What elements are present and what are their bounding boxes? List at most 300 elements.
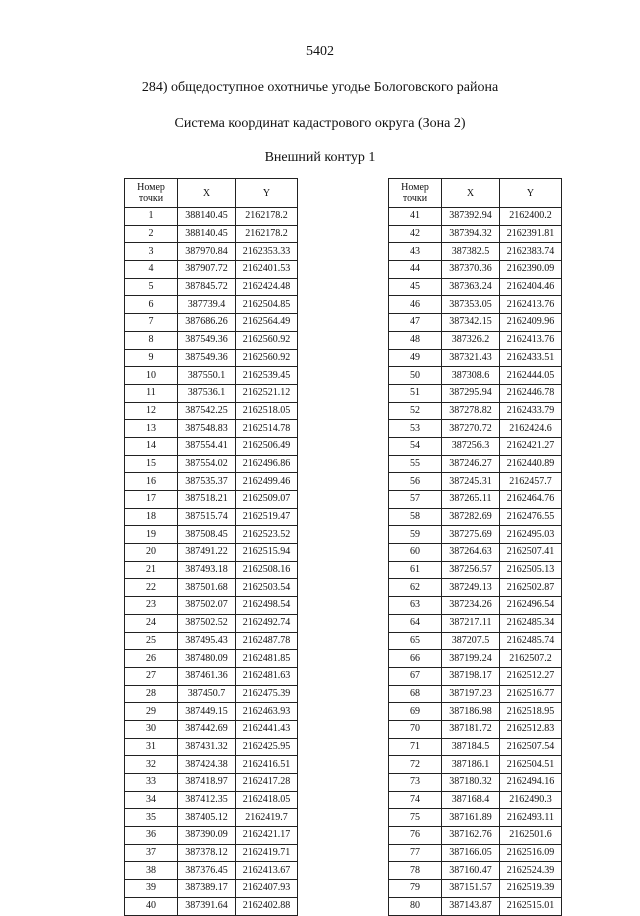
x-coordinate-cell: 387278.82: [442, 402, 500, 420]
table-row: [389, 897, 562, 915]
table-row: [125, 756, 298, 774]
x-coordinate-cell: 387256.3: [442, 437, 500, 455]
table-row: [125, 278, 298, 296]
y-coordinate-cell: 2162178.2: [236, 208, 298, 226]
y-coordinate-cell: 2162433.51: [500, 349, 562, 367]
x-coordinate-cell: 387549.36: [178, 349, 236, 367]
table-row: [125, 402, 298, 420]
x-coordinate-cell: 387845.72: [178, 278, 236, 296]
y-coordinate-cell: 2162496.54: [500, 597, 562, 615]
x-coordinate-cell: 387493.18: [178, 561, 236, 579]
x-coordinate-cell: 387418.97: [178, 774, 236, 792]
point-number-cell: 8: [125, 331, 178, 349]
y-coordinate-cell: 2162521.12: [236, 384, 298, 402]
point-number-cell: 77: [389, 844, 442, 862]
table-row: [125, 437, 298, 455]
y-coordinate-cell: 2162424.48: [236, 278, 298, 296]
y-coordinate-cell: 2162424.6: [500, 420, 562, 438]
y-coordinate-cell: 2162539.45: [236, 367, 298, 385]
x-coordinate-cell: 387275.69: [442, 526, 500, 544]
table-row: [389, 809, 562, 827]
point-number-cell: 63: [389, 597, 442, 615]
point-number-cell: 65: [389, 632, 442, 650]
table-row: [389, 862, 562, 880]
point-number-cell: 15: [125, 455, 178, 473]
point-number-cell: 1: [125, 208, 178, 226]
contour-title: Внешний контур 1: [264, 150, 376, 165]
table-row: [125, 650, 298, 668]
y-coordinate-cell: 2162391.81: [500, 225, 562, 243]
y-coordinate-cell: 2162516.77: [500, 685, 562, 703]
point-number-cell: 79: [389, 880, 442, 898]
x-coordinate-cell: 387234.26: [442, 597, 500, 615]
x-coordinate-cell: 387390.09: [178, 827, 236, 845]
x-coordinate-cell: 387246.27: [442, 455, 500, 473]
y-coordinate-cell: 2162404.46: [500, 278, 562, 296]
y-coordinate-cell: 2162524.39: [500, 862, 562, 880]
point-number-cell: 60: [389, 544, 442, 562]
point-number-cell: 14: [125, 437, 178, 455]
table-row: [125, 791, 298, 809]
point-number-cell: 64: [389, 614, 442, 632]
x-coordinate-cell: 387198.17: [442, 667, 500, 685]
table-row: [389, 738, 562, 756]
y-coordinate-cell: 2162433.79: [500, 402, 562, 420]
x-coordinate-cell: 387739.4: [178, 296, 236, 314]
table-row: [125, 897, 298, 915]
point-number-cell: 55: [389, 455, 442, 473]
y-coordinate-cell: 2162506.49: [236, 437, 298, 455]
coordinates-table-right: [388, 178, 562, 916]
x-coordinate-cell: 387282.69: [442, 508, 500, 526]
x-coordinate-cell: 387502.52: [178, 614, 236, 632]
point-number-cell: 2: [125, 225, 178, 243]
y-coordinate-cell: 2162504.51: [500, 756, 562, 774]
table-row: [389, 880, 562, 898]
point-number-cell: 72: [389, 756, 442, 774]
point-number-cell: 13: [125, 420, 178, 438]
y-coordinate-cell: 2162498.54: [236, 597, 298, 615]
header-point-number: [389, 179, 442, 208]
point-number-cell: 32: [125, 756, 178, 774]
x-coordinate-cell: 387535.37: [178, 473, 236, 491]
x-coordinate-cell: 388140.45: [178, 208, 236, 226]
y-coordinate-cell: 2162446.78: [500, 384, 562, 402]
point-number-cell: 34: [125, 791, 178, 809]
y-coordinate-cell: 2162383.74: [500, 243, 562, 261]
point-number-cell: 23: [125, 597, 178, 615]
x-coordinate-cell: 387501.68: [178, 579, 236, 597]
x-coordinate-cell: 387321.43: [442, 349, 500, 367]
x-coordinate-cell: 387370.36: [442, 261, 500, 279]
header-x: X: [442, 179, 500, 208]
point-number-cell: 24: [125, 614, 178, 632]
y-coordinate-cell: 2162413.76: [500, 331, 562, 349]
point-number-cell: 67: [389, 667, 442, 685]
x-coordinate-cell: 387143.87: [442, 897, 500, 915]
table-row: [389, 844, 562, 862]
header-point-number-line2: точки: [138, 193, 164, 204]
point-number-cell: 33: [125, 774, 178, 792]
x-coordinate-cell: 387161.89: [442, 809, 500, 827]
table-row: [389, 208, 562, 226]
table-row: [389, 667, 562, 685]
point-number-cell: 6: [125, 296, 178, 314]
x-coordinate-cell: 387217.11: [442, 614, 500, 632]
y-coordinate-cell: 2162416.51: [236, 756, 298, 774]
table-row: [125, 349, 298, 367]
point-number-cell: 29: [125, 703, 178, 721]
point-number-cell: 68: [389, 685, 442, 703]
x-coordinate-cell: 387382.5: [442, 243, 500, 261]
x-coordinate-cell: 387442.69: [178, 720, 236, 738]
x-coordinate-cell: 388140.45: [178, 225, 236, 243]
y-coordinate-cell: 2162490.3: [500, 791, 562, 809]
table-row: [389, 579, 562, 597]
y-coordinate-cell: 2162502.87: [500, 579, 562, 597]
y-coordinate-cell: 2162440.89: [500, 455, 562, 473]
y-coordinate-cell: 2162492.74: [236, 614, 298, 632]
x-coordinate-cell: 387186.1: [442, 756, 500, 774]
table-row: [389, 791, 562, 809]
x-coordinate-cell: 387536.1: [178, 384, 236, 402]
table-row: [125, 720, 298, 738]
point-number-cell: 62: [389, 579, 442, 597]
point-number-cell: 70: [389, 720, 442, 738]
header-point-number-line2: точки: [402, 193, 428, 204]
table-row: [389, 720, 562, 738]
table-row: [125, 880, 298, 898]
header-point-number: [125, 179, 178, 208]
table-row: [125, 597, 298, 615]
x-coordinate-cell: 387389.17: [178, 880, 236, 898]
table-body-right: [389, 208, 562, 916]
table-row: [389, 314, 562, 332]
point-number-cell: 35: [125, 809, 178, 827]
table-row: [125, 491, 298, 509]
point-number-cell: 66: [389, 650, 442, 668]
point-number-cell: 18: [125, 508, 178, 526]
table-row: [125, 614, 298, 632]
y-coordinate-cell: 2162518.95: [500, 703, 562, 721]
x-coordinate-cell: 387548.83: [178, 420, 236, 438]
point-number-cell: 11: [125, 384, 178, 402]
x-coordinate-cell: 387461.36: [178, 667, 236, 685]
table-row: [389, 455, 562, 473]
y-coordinate-cell: 2162407.93: [236, 880, 298, 898]
y-coordinate-cell: 2162507.41: [500, 544, 562, 562]
table-row: [389, 384, 562, 402]
x-coordinate-cell: 387186.98: [442, 703, 500, 721]
x-coordinate-cell: 387308.6: [442, 367, 500, 385]
x-coordinate-cell: 387207.5: [442, 632, 500, 650]
x-coordinate-cell: 387181.72: [442, 720, 500, 738]
header-point-number-line1: Номер: [137, 182, 165, 193]
table-row: [389, 437, 562, 455]
header-y: Y: [500, 179, 562, 208]
table-row: [125, 561, 298, 579]
table-row: [125, 225, 298, 243]
x-coordinate-cell: 387160.47: [442, 862, 500, 880]
point-number-cell: 7: [125, 314, 178, 332]
y-coordinate-cell: 2162425.95: [236, 738, 298, 756]
point-number-cell: 80: [389, 897, 442, 915]
x-coordinate-cell: 387180.32: [442, 774, 500, 792]
y-coordinate-cell: 2162495.03: [500, 526, 562, 544]
table-row: [125, 473, 298, 491]
point-number-cell: 10: [125, 367, 178, 385]
point-number-cell: 31: [125, 738, 178, 756]
point-number-cell: 76: [389, 827, 442, 845]
point-number-cell: 9: [125, 349, 178, 367]
table-row: [125, 774, 298, 792]
x-coordinate-cell: 387491.22: [178, 544, 236, 562]
y-coordinate-cell: 2162505.13: [500, 561, 562, 579]
table-row: [389, 685, 562, 703]
table-row: [389, 756, 562, 774]
point-number-cell: 39: [125, 880, 178, 898]
table-row: [389, 331, 562, 349]
table-row: [125, 314, 298, 332]
point-number-cell: 73: [389, 774, 442, 792]
point-number-cell: 22: [125, 579, 178, 597]
table-row: [389, 561, 562, 579]
point-number-cell: 71: [389, 738, 442, 756]
table-row: [125, 703, 298, 721]
table-header-row: [125, 179, 298, 208]
y-coordinate-cell: 2162402.88: [236, 897, 298, 915]
x-coordinate-cell: 387249.13: [442, 579, 500, 597]
x-coordinate-cell: 387295.94: [442, 384, 500, 402]
table-row: [125, 508, 298, 526]
point-number-cell: 47: [389, 314, 442, 332]
y-coordinate-cell: 2162512.27: [500, 667, 562, 685]
table-row: [389, 261, 562, 279]
x-coordinate-cell: 387970.84: [178, 243, 236, 261]
table-row: [389, 526, 562, 544]
y-coordinate-cell: 2162481.63: [236, 667, 298, 685]
x-coordinate-cell: 387405.12: [178, 809, 236, 827]
y-coordinate-cell: 2162417.28: [236, 774, 298, 792]
y-coordinate-cell: 2162515.01: [500, 897, 562, 915]
table-row: [389, 774, 562, 792]
x-coordinate-cell: 387363.24: [442, 278, 500, 296]
point-number-cell: 12: [125, 402, 178, 420]
y-coordinate-cell: 2162413.67: [236, 862, 298, 880]
point-number-cell: 3: [125, 243, 178, 261]
table-row: [389, 650, 562, 668]
x-coordinate-cell: 387554.41: [178, 437, 236, 455]
x-coordinate-cell: 387424.38: [178, 756, 236, 774]
point-number-cell: 74: [389, 791, 442, 809]
table-row: [389, 827, 562, 845]
point-number-cell: 49: [389, 349, 442, 367]
table-row: [125, 827, 298, 845]
table-row: [389, 420, 562, 438]
y-coordinate-cell: 2162444.05: [500, 367, 562, 385]
x-coordinate-cell: 387907.72: [178, 261, 236, 279]
x-coordinate-cell: 387376.45: [178, 862, 236, 880]
table-row: [125, 738, 298, 756]
point-number-cell: 44: [389, 261, 442, 279]
x-coordinate-cell: 387151.57: [442, 880, 500, 898]
table-body-left: [125, 208, 298, 916]
table-row: [389, 614, 562, 632]
x-coordinate-cell: 387342.15: [442, 314, 500, 332]
x-coordinate-cell: 387549.36: [178, 331, 236, 349]
y-coordinate-cell: 2162493.11: [500, 809, 562, 827]
point-number-cell: 30: [125, 720, 178, 738]
table-row: [125, 526, 298, 544]
table-row: [125, 296, 298, 314]
table-row: [125, 455, 298, 473]
point-number-cell: 25: [125, 632, 178, 650]
table-row: [389, 544, 562, 562]
point-number-cell: 75: [389, 809, 442, 827]
point-number-cell: 36: [125, 827, 178, 845]
y-coordinate-cell: 2162512.83: [500, 720, 562, 738]
x-coordinate-cell: 387495.43: [178, 632, 236, 650]
point-number-cell: 26: [125, 650, 178, 668]
y-coordinate-cell: 2162400.2: [500, 208, 562, 226]
y-coordinate-cell: 2162560.92: [236, 331, 298, 349]
point-number-cell: 54: [389, 437, 442, 455]
x-coordinate-cell: 387353.05: [442, 296, 500, 314]
table-row: [125, 809, 298, 827]
y-coordinate-cell: 2162519.39: [500, 880, 562, 898]
x-coordinate-cell: 387542.25: [178, 402, 236, 420]
y-coordinate-cell: 2162421.17: [236, 827, 298, 845]
point-number-cell: 37: [125, 844, 178, 862]
y-coordinate-cell: 2162463.93: [236, 703, 298, 721]
table-row: [125, 632, 298, 650]
x-coordinate-cell: 387162.76: [442, 827, 500, 845]
y-coordinate-cell: 2162409.96: [500, 314, 562, 332]
point-number-cell: 45: [389, 278, 442, 296]
y-coordinate-cell: 2162504.85: [236, 296, 298, 314]
x-coordinate-cell: 387450.7: [178, 685, 236, 703]
table-row: [389, 491, 562, 509]
y-coordinate-cell: 2162496.86: [236, 455, 298, 473]
x-coordinate-cell: 387166.05: [442, 844, 500, 862]
y-coordinate-cell: 2162475.39: [236, 685, 298, 703]
table-row: [389, 367, 562, 385]
document-heading: 284) общедоступное охотничье угодье Бологовского района: [141, 80, 499, 95]
point-number-cell: 41: [389, 208, 442, 226]
table-row: [389, 703, 562, 721]
y-coordinate-cell: 2162457.7: [500, 473, 562, 491]
table-row: [125, 667, 298, 685]
point-number-cell: 53: [389, 420, 442, 438]
y-coordinate-cell: 2162523.52: [236, 526, 298, 544]
y-coordinate-cell: 2162501.6: [500, 827, 562, 845]
point-number-cell: 46: [389, 296, 442, 314]
y-coordinate-cell: 2162560.92: [236, 349, 298, 367]
header-point-number-line1: Номер: [401, 182, 429, 193]
table-row: [389, 508, 562, 526]
table-row: [389, 597, 562, 615]
y-coordinate-cell: 2162507.54: [500, 738, 562, 756]
x-coordinate-cell: 387480.09: [178, 650, 236, 668]
x-coordinate-cell: 387391.64: [178, 897, 236, 915]
y-coordinate-cell: 2162418.05: [236, 791, 298, 809]
point-number-cell: 43: [389, 243, 442, 261]
point-number-cell: 52: [389, 402, 442, 420]
y-coordinate-cell: 2162515.94: [236, 544, 298, 562]
point-number-cell: 4: [125, 261, 178, 279]
point-number-cell: 42: [389, 225, 442, 243]
x-coordinate-cell: 387197.23: [442, 685, 500, 703]
y-coordinate-cell: 2162464.76: [500, 491, 562, 509]
x-coordinate-cell: 387256.57: [442, 561, 500, 579]
coordinates-table-left: [124, 178, 298, 916]
x-coordinate-cell: 387168.4: [442, 791, 500, 809]
table-row: [125, 367, 298, 385]
y-coordinate-cell: 2162413.76: [500, 296, 562, 314]
table-row: [389, 473, 562, 491]
y-coordinate-cell: 2162476.55: [500, 508, 562, 526]
table-row: [125, 685, 298, 703]
point-number-cell: 61: [389, 561, 442, 579]
y-coordinate-cell: 2162507.2: [500, 650, 562, 668]
x-coordinate-cell: 387412.35: [178, 791, 236, 809]
page-number: 5402: [306, 44, 334, 59]
x-coordinate-cell: 387264.63: [442, 544, 500, 562]
y-coordinate-cell: 2162485.34: [500, 614, 562, 632]
table-row: [125, 208, 298, 226]
y-coordinate-cell: 2162485.74: [500, 632, 562, 650]
y-coordinate-cell: 2162494.16: [500, 774, 562, 792]
point-number-cell: 57: [389, 491, 442, 509]
point-number-cell: 21: [125, 561, 178, 579]
x-coordinate-cell: 387392.94: [442, 208, 500, 226]
table-row: [125, 544, 298, 562]
point-number-cell: 51: [389, 384, 442, 402]
point-number-cell: 69: [389, 703, 442, 721]
table-row: [125, 862, 298, 880]
y-coordinate-cell: 2162503.54: [236, 579, 298, 597]
table-row: [389, 402, 562, 420]
x-coordinate-cell: 387184.5: [442, 738, 500, 756]
table-header-row: [389, 179, 562, 208]
x-coordinate-cell: 387515.74: [178, 508, 236, 526]
x-coordinate-cell: 387394.32: [442, 225, 500, 243]
point-number-cell: 27: [125, 667, 178, 685]
y-coordinate-cell: 2162514.78: [236, 420, 298, 438]
y-coordinate-cell: 2162178.2: [236, 225, 298, 243]
table-row: [389, 243, 562, 261]
x-coordinate-cell: 387326.2: [442, 331, 500, 349]
point-number-cell: 48: [389, 331, 442, 349]
y-coordinate-cell: 2162518.05: [236, 402, 298, 420]
x-coordinate-cell: 387199.24: [442, 650, 500, 668]
table-row: [125, 844, 298, 862]
y-coordinate-cell: 2162441.43: [236, 720, 298, 738]
y-coordinate-cell: 2162509.07: [236, 491, 298, 509]
y-coordinate-cell: 2162353.33: [236, 243, 298, 261]
point-number-cell: 16: [125, 473, 178, 491]
y-coordinate-cell: 2162421.27: [500, 437, 562, 455]
table-row: [389, 225, 562, 243]
x-coordinate-cell: 387265.11: [442, 491, 500, 509]
y-coordinate-cell: 2162516.09: [500, 844, 562, 862]
y-coordinate-cell: 2162564.49: [236, 314, 298, 332]
x-coordinate-cell: 387518.21: [178, 491, 236, 509]
point-number-cell: 28: [125, 685, 178, 703]
x-coordinate-cell: 387245.31: [442, 473, 500, 491]
point-number-cell: 20: [125, 544, 178, 562]
table-row: [125, 331, 298, 349]
